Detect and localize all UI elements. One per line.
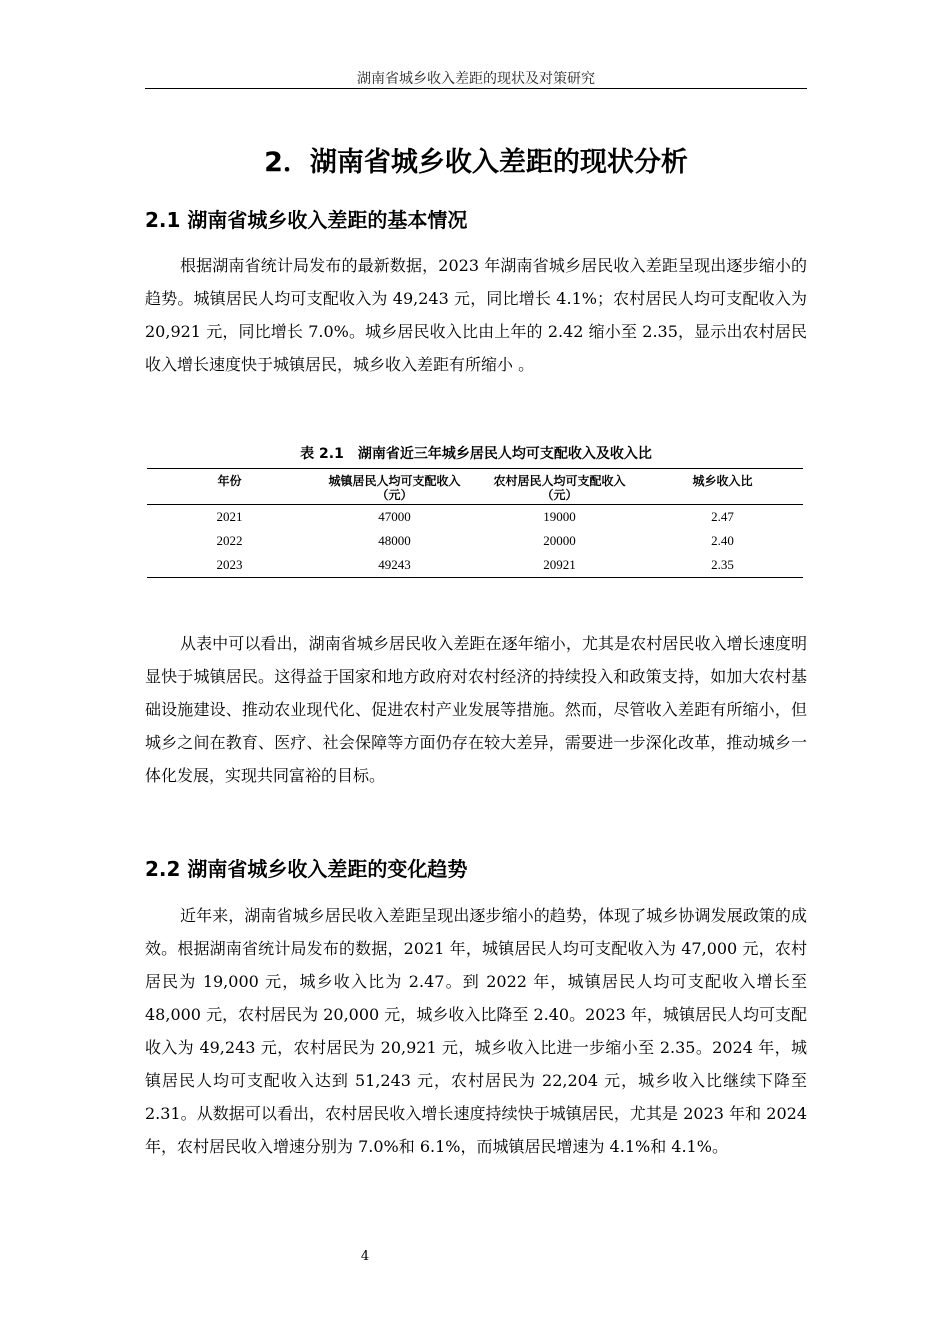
paragraph-intro: 根据湖南省统计局发布的最新数据，2023 年湖南省城乡居民收入差距呈现出逐步缩小的趋势。城镇居民人均可支配收入为 49,243 元，同比增长 4.1%；农村居民人均可支配收入为 20,921 元，同比增长 7.0%。城乡居民收入比由上年的 2.42 缩小至 2.35，显示出农村居民收入增长速度快于城镇居民，城乡收入差距有所缩小 。: [145, 256, 807, 374]
cell-income-ratio: 2.47: [711, 509, 734, 524]
table-header-row: [147, 469, 803, 505]
header-year: 年份: [217, 474, 242, 488]
table-caption: 表 2.1 湖南省近三年城乡居民人均可支配收入及收入比: [300, 446, 652, 462]
cell-urban-income: 48000: [378, 533, 411, 548]
income-table: [147, 468, 803, 578]
section-title-2-1: 2.1 湖南省城乡收入差距的基本情况: [145, 208, 468, 232]
chapter-title: 2．湖南省城乡收入差距的现状分析: [264, 147, 688, 178]
table-row: [147, 529, 803, 553]
header-rule: [145, 88, 807, 89]
cell-income-ratio: 2.35: [711, 557, 734, 572]
table-row: [147, 505, 803, 530]
cell-income-ratio: 2.40: [711, 533, 734, 548]
page-number: 4: [360, 1249, 370, 1264]
header-income-ratio: 城乡收入比: [692, 474, 753, 488]
cell-year: 2022: [216, 533, 243, 548]
cell-rural-income: 20921: [543, 557, 576, 572]
cell-rural-income: 19000: [543, 509, 576, 524]
cell-rural-income: 20000: [543, 533, 576, 548]
paragraph-trend: 近年来，湖南省城乡居民收入差距呈现出逐步缩小的趋势，体现了城乡协调发展政策的成效。根据湖南省统计局发布的数据，2021 年，城镇居民人均可支配收入为 47,000 元，农村居民为 19,000 元，城乡收入比为 2.47。到 2022 年，城镇居民人均可支配收入增长至 48,000 元，农村居民为 20,000 元，城乡收入比降至 2.40。2023 年，城镇居民人均可支配收入为 49,243 元，农村居民为 20,921 元，城乡收入比进一步缩小至 2.35。2024 年，城镇居民人均可支配收入达到 51,243 元，农村居民为 22,204 元，城乡收入比继续下降至 2.31。从数据可以看出，农村居民收入增长速度持续快于城镇居民，尤其是 2023 年和 2024 年，农村居民收入增速分别为 7.0%和 6.1%，而城镇居民增速为 4.1%和 4.1%。: [145, 906, 807, 1156]
cell-year: 2021: [216, 509, 243, 524]
cell-urban-income: 49243: [378, 557, 411, 572]
paragraph-table-analysis: 从表中可以看出，湖南省城乡居民收入差距在逐年缩小，尤其是农村居民收入增长速度明显快于城镇居民。这得益于国家和地方政府对农村经济的持续投入和政策支持，如加大农村基础设施建设、推动农业现代化、促进农村产业发展等措施。然而，尽管收入差距有所缩小，但城乡之间在教育、医疗、社会保障等方面仍存在较大差异，需要进一步深化改革，推动城乡一体化发展，实现共同富裕的目标。: [145, 634, 807, 785]
cell-year: 2023: [216, 557, 243, 572]
header-rural-income: 农村居民人均可支配收入（元）: [493, 474, 626, 502]
table-row: [147, 553, 803, 578]
section-title-2-2: 2.2 湖南省城乡收入差距的变化趋势: [145, 857, 468, 881]
cell-urban-income: 47000: [378, 509, 411, 524]
header-urban-income: 城镇居民人均可支配收入（元）: [328, 474, 461, 502]
running-header: 湖南省城乡收入差距的现状及对策研究: [357, 71, 595, 87]
